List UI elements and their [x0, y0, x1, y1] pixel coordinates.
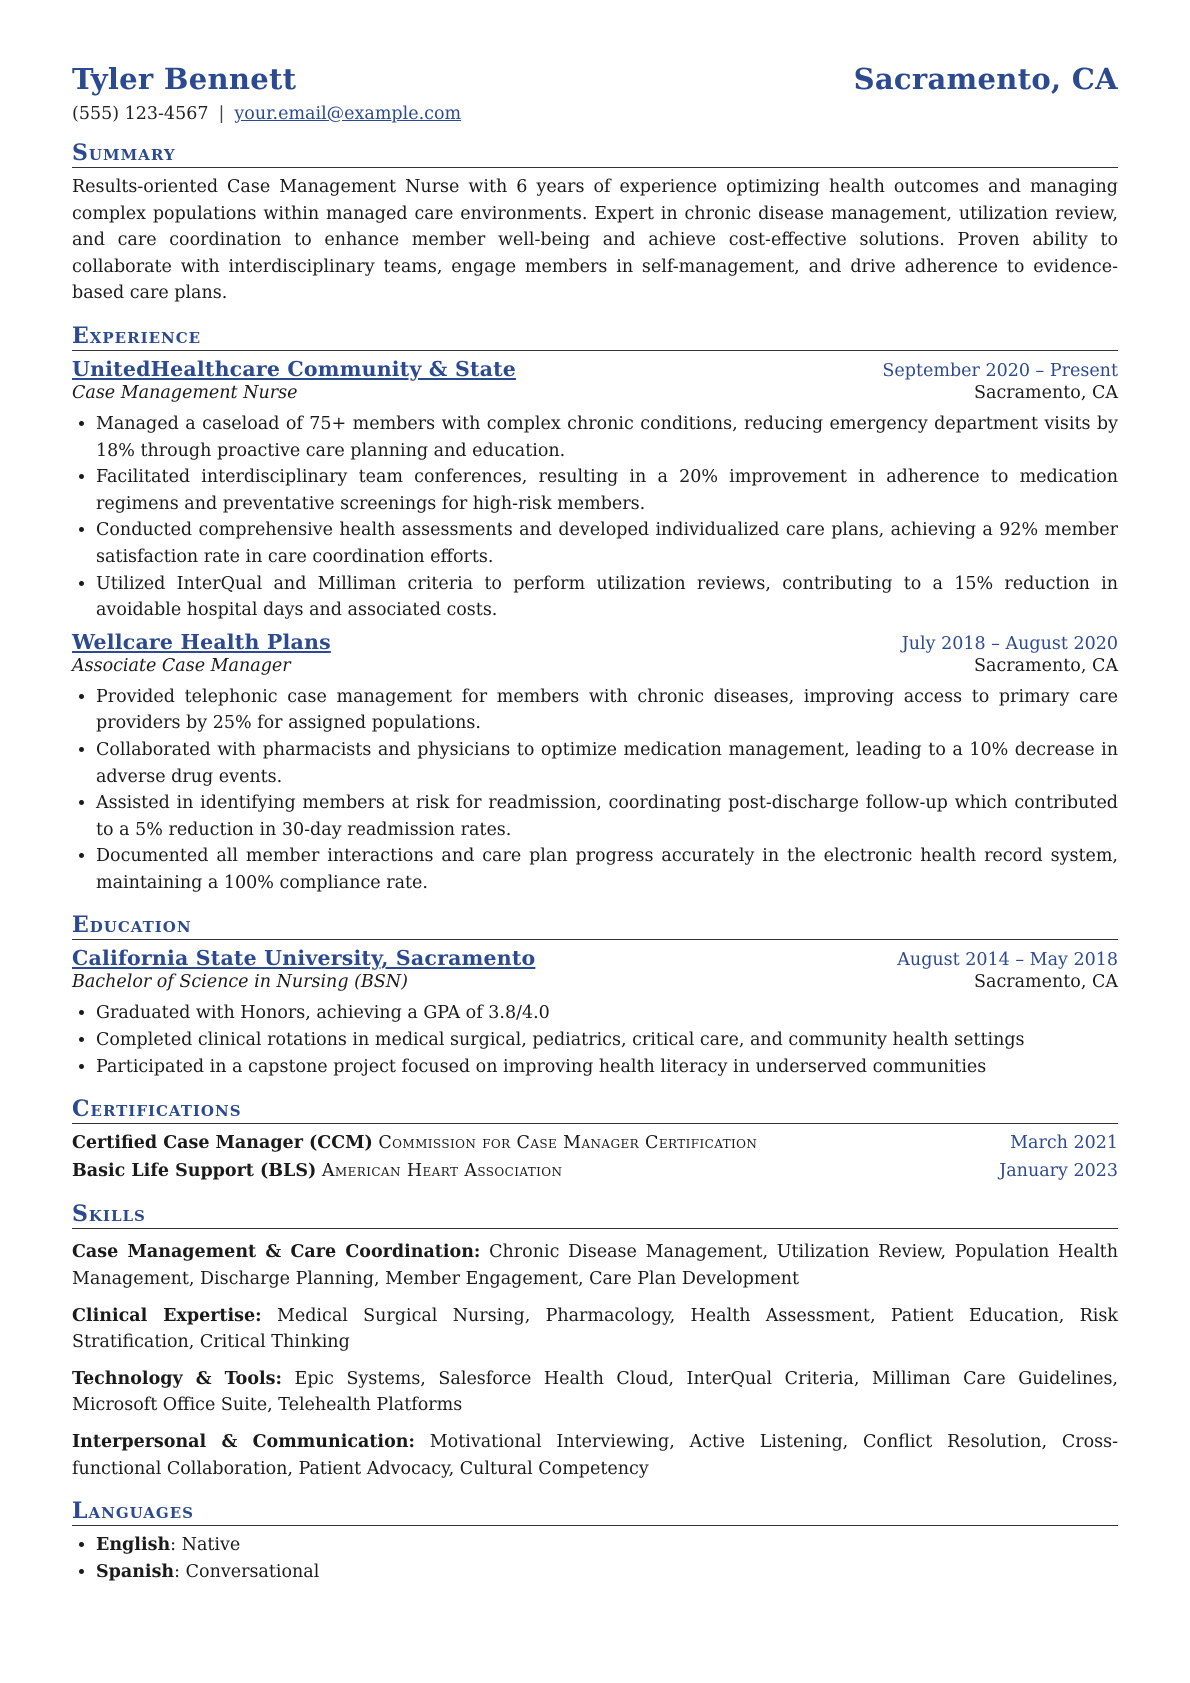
- job-location: Sacramento, CA: [974, 382, 1118, 403]
- bullet-item: • Managed a caseload of 75+ members with complex chronic conditions, reducing emergency department visits by 18% through proactive care planning and education.: [96, 411, 1118, 464]
- bullet-item: • Completed clinical rotations in medical surgical, pediatrics, critical care, and community health settings: [96, 1027, 1118, 1054]
- skill-group-items: Medical Surgical Nursing, Pharmacology, Health Assessment, Patient Education, Risk Stratification, Critical Thinking: [72, 1305, 1118, 1353]
- skill-group-label: Clinical Expertise:: [72, 1305, 262, 1326]
- bullet-item: • Graduated with Honors, achieving a GPA of 3.8/4.0: [96, 1000, 1118, 1027]
- certification-issuer: American Heart Association: [321, 1160, 563, 1181]
- language-list: [72, 1532, 1118, 1585]
- education-dates: August 2014 – May 2018: [897, 950, 1118, 971]
- resume-header: [72, 62, 1118, 96]
- certification-row: [72, 1130, 1118, 1158]
- candidate-location: Sacramento, CA: [853, 62, 1118, 96]
- job-entry: [72, 630, 1118, 897]
- skill-group-items: Motivational Interviewing, Active Listening, Conflict Resolution, Cross-functional Collaboration, Patient Advocacy, Cultural Competency: [72, 1432, 1119, 1479]
- certification-issuer: Commission for Case Manager Certification: [378, 1133, 758, 1154]
- summary-text: Results-oriented Case Management Nurse with 6 years of experience optimizing health outcomes and managing complex populations within managed care environments. Expert in chronic disease management, utilization review, and care coordination to enhance member well-being and achieve cost-effective solutions. Proven ability to collaborate with interdisciplinary teams, engage members in self-management, and drive adherence to evidence-based care plans.: [72, 177, 1118, 304]
- skill-group: [72, 1303, 1118, 1356]
- education-location: Sacramento, CA: [974, 972, 1118, 993]
- job-dates: September 2020 – Present: [882, 360, 1118, 381]
- languages-section: [72, 1498, 1118, 1585]
- section-title: Skills: [72, 1201, 1118, 1229]
- bullet-item: • Participated in a capstone project focused on improving health literacy in underserved communities: [96, 1054, 1118, 1081]
- certification-date: January 2023: [999, 1160, 1118, 1181]
- section-title: Languages: [72, 1498, 1118, 1526]
- candidate-name: Tyler Bennett: [72, 62, 297, 96]
- language-level: Native: [181, 1535, 241, 1556]
- skills-section: [72, 1201, 1118, 1482]
- education-bullets: [72, 1000, 1118, 1080]
- job-dates: July 2018 – August 2020: [901, 633, 1118, 654]
- language-name: Spanish: [96, 1561, 175, 1582]
- certification-name: Certified Case Manager (CCM): [72, 1133, 373, 1154]
- certification-date: March 2021: [1010, 1133, 1118, 1154]
- skill-group-label: Case Management & Care Coordination:: [72, 1242, 481, 1263]
- bullet-item: • Utilized InterQual and Milliman criteria to perform utilization reviews, contributing to a 15% reduction in avoidable hospital days and associated costs.: [96, 571, 1118, 624]
- language-level: Conversational: [185, 1561, 320, 1582]
- job-title: Associate Case Manager: [72, 655, 291, 676]
- contact-line: [72, 104, 1118, 124]
- degree: Bachelor of Science in Nursing (BSN): [72, 972, 408, 993]
- bullet-item: • Assisted in identifying members at risk for readmission, coordinating post-discharge follow-up which contributed to a 5% reduction in 30-day readmission rates.: [96, 790, 1118, 843]
- bullet-item: • Provided telephonic case management for members with chronic diseases, improving access to primary care providers by 25% for assigned populations.: [96, 684, 1118, 737]
- job-bullets: [72, 411, 1118, 624]
- section-title: Summary: [72, 140, 1118, 168]
- job-location: Sacramento, CA: [974, 655, 1118, 676]
- summary-section: [72, 140, 1118, 307]
- email-link[interactable]: your.email@example.com: [234, 104, 462, 124]
- certification-name: Basic Life Support (BLS): [72, 1160, 317, 1181]
- experience-section: [72, 323, 1118, 897]
- skill-group: [72, 1239, 1118, 1292]
- employer-link[interactable]: Wellcare Health Plans: [72, 629, 331, 654]
- job-entry: [72, 357, 1118, 624]
- skill-group-label: Technology & Tools:: [72, 1368, 282, 1389]
- skill-group: [72, 1366, 1118, 1419]
- skill-group-label: Interpersonal & Communication:: [72, 1432, 415, 1452]
- language-name: English: [96, 1535, 171, 1556]
- skill-group-items: Chronic Disease Management, Utilization Review, Population Health Management, Discharge Planning, Member Engagement, Care Plan Development: [72, 1242, 1118, 1290]
- phone-number: (555) 123-4567: [72, 104, 209, 124]
- skill-group-items: Epic Systems, Salesforce Health Cloud, InterQual Criteria, Milliman Care Guidelines, Microsoft Office Suite, Telehealth Platforms: [72, 1368, 1118, 1416]
- bullet-item: • Documented all member interactions and care plan progress accurately in the electronic health record system, maintaining a 100% compliance rate.: [96, 843, 1118, 896]
- school-link[interactable]: California State University, Sacramento: [72, 946, 536, 971]
- certifications-section: [72, 1096, 1118, 1185]
- bullet-item: • Collaborated with pharmacists and physicians to optimize medication management, leading to a 10% decrease in adverse drug events.: [96, 737, 1118, 790]
- language-item: • English: Native: [96, 1532, 1118, 1559]
- contact-separator: |: [218, 104, 225, 124]
- employer-link[interactable]: UnitedHealthcare Community & State: [72, 356, 517, 381]
- job-title: Case Management Nurse: [72, 382, 298, 403]
- bullet-item: • Conducted comprehensive health assessments and developed individualized care plans, achieving a 92% member satisfaction rate in care coordination efforts.: [96, 517, 1118, 570]
- section-title: Experience: [72, 323, 1118, 351]
- job-bullets: [72, 684, 1118, 897]
- bullet-item: • Facilitated interdisciplinary team conferences, resulting in a 20% improvement in adherence to medication regimens and preventative screenings for high-risk members.: [96, 464, 1118, 517]
- certification-row: [72, 1158, 1118, 1186]
- skill-group: [72, 1429, 1118, 1482]
- language-item: • Spanish: Conversational: [96, 1559, 1118, 1586]
- section-title: Education: [72, 912, 1118, 940]
- education-section: [72, 912, 1118, 1080]
- section-title: Certifications: [72, 1096, 1118, 1124]
